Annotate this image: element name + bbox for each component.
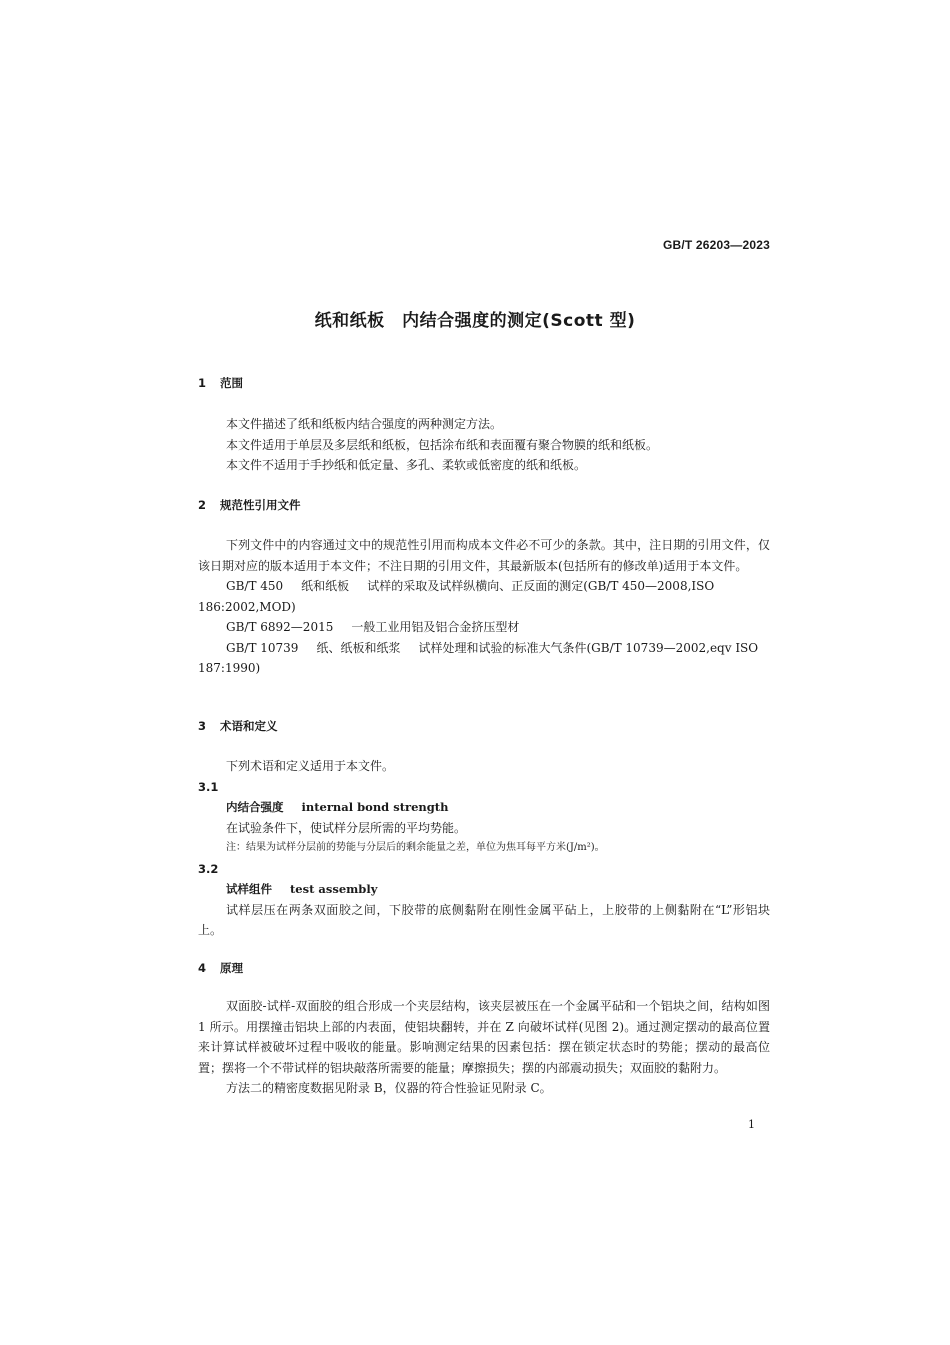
section-heading xyxy=(198,373,770,394)
section-number: 2 xyxy=(198,498,207,512)
section-title: 规范性引用文件 xyxy=(220,498,301,512)
principle-body xyxy=(198,996,770,1099)
term-english: test assembly xyxy=(290,882,378,896)
section-principle xyxy=(198,958,770,979)
term-entry xyxy=(198,879,770,900)
paragraph: 下列术语和定义适用于本文件。 xyxy=(226,759,395,773)
section-scope xyxy=(198,373,770,394)
document-title: 纸和纸板 内结合强度的测定(Scott 型) xyxy=(314,311,636,331)
paragraph: 本文件适用于单层及多层纸和纸板，包括涂布纸和表面覆有聚合物膜的纸和纸板。 xyxy=(226,437,659,452)
section-heading xyxy=(198,958,770,979)
section-title: 术语和定义 xyxy=(220,719,278,733)
term-english: internal bond strength xyxy=(301,800,449,814)
section-heading xyxy=(198,716,770,737)
paragraph: 本文件不适用于手抄纸和低定量、多孔、柔软或低密度的纸和纸板。 xyxy=(226,458,587,472)
term-number: 3.2 xyxy=(198,861,219,876)
reference-desc: 试样处理和试验的标准大气条件(GB/T 10739—2002,eqv ISO 187:1990) xyxy=(198,640,759,675)
reference-name: 纸、纸板和纸浆 xyxy=(316,640,401,655)
term-number: 3.1 xyxy=(198,779,219,794)
page-number: 1 xyxy=(748,1118,755,1131)
reference-desc: 试样的采取及试样纵横向、正反面的测定(GB/T 450—2008,ISO 186:2002,MOD) xyxy=(198,579,715,614)
reference-item xyxy=(198,638,770,679)
reference-name: 纸和纸板 xyxy=(301,579,350,593)
normative-body xyxy=(198,535,770,679)
reference-desc: 一般工业用铝及铝合金挤压型材 xyxy=(351,620,520,634)
term-definition: 在试验条件下，使试样分层所需的平均势能。 xyxy=(226,820,467,835)
section-title: 范围 xyxy=(220,376,243,390)
paragraph: 本文件描述了纸和纸板内结合强度的两种测定方法。 xyxy=(226,417,503,431)
standard-number: GB/T 26203—2023 xyxy=(662,238,770,252)
reference-code: GB/T 450 xyxy=(226,579,284,593)
reference-item xyxy=(198,617,770,638)
paragraph: 双面胶-试样-双面胶的组合形成一个夹层结构，该夹层被压在一个金属平砧和一个铝块之间，结构如图 1 所示。用摆撞击铝块上部的内表面，使铝块翻转，并在 Z 向破坏试样(见图 2)。通过测定摆动的最高位置来计算试样被破坏过程中吸收的能量。影响测定结果的因素包括：摆在锁定状态时的势能；摆动的最高位置；摆将一个不带试样的铝块敲落所需要的能量；摩擦损失；摆的内部震动损失；双面胶的黏附力。 xyxy=(198,999,770,1075)
term-chinese: 内结合强度 xyxy=(226,800,284,814)
paragraph: 方法二的精密度数据见附录 B，仪器的符合性验证见附录 C。 xyxy=(226,1081,552,1095)
term-definition: 试样层压在两条双面胶之间，下胶带的底侧黏附在刚性金属平砧上，上胶带的上侧黏附在“L”形铝块上。 xyxy=(198,902,770,937)
term-note: 注：结果为试样分层前的势能与分层后的剩余能量之差，单位为焦耳每平方米(J/m²)。 xyxy=(226,842,605,853)
section-title: 原理 xyxy=(220,961,243,975)
terms-body xyxy=(198,756,770,941)
scope-body xyxy=(198,414,770,476)
reference-code: GB/T 10739 xyxy=(226,640,299,655)
reference-code: GB/T 6892—2015 xyxy=(226,620,334,634)
section-number: 4 xyxy=(198,961,207,975)
section-number: 1 xyxy=(198,376,207,390)
term-entry xyxy=(198,797,770,818)
section-terms xyxy=(198,716,770,737)
reference-item xyxy=(198,576,770,617)
paragraph: 下列文件中的内容通过文中的规范性引用而构成本文件必不可少的条款。其中，注日期的引用文件，仅该日期对应的版本适用于本文件；不注日期的引用文件，其最新版本(包括所有的修改单)适用于本文件。 xyxy=(198,538,770,573)
term-chinese: 试样组件 xyxy=(226,882,272,896)
section-number: 3 xyxy=(198,719,207,733)
section-heading xyxy=(198,495,770,516)
section-normative xyxy=(198,495,770,516)
